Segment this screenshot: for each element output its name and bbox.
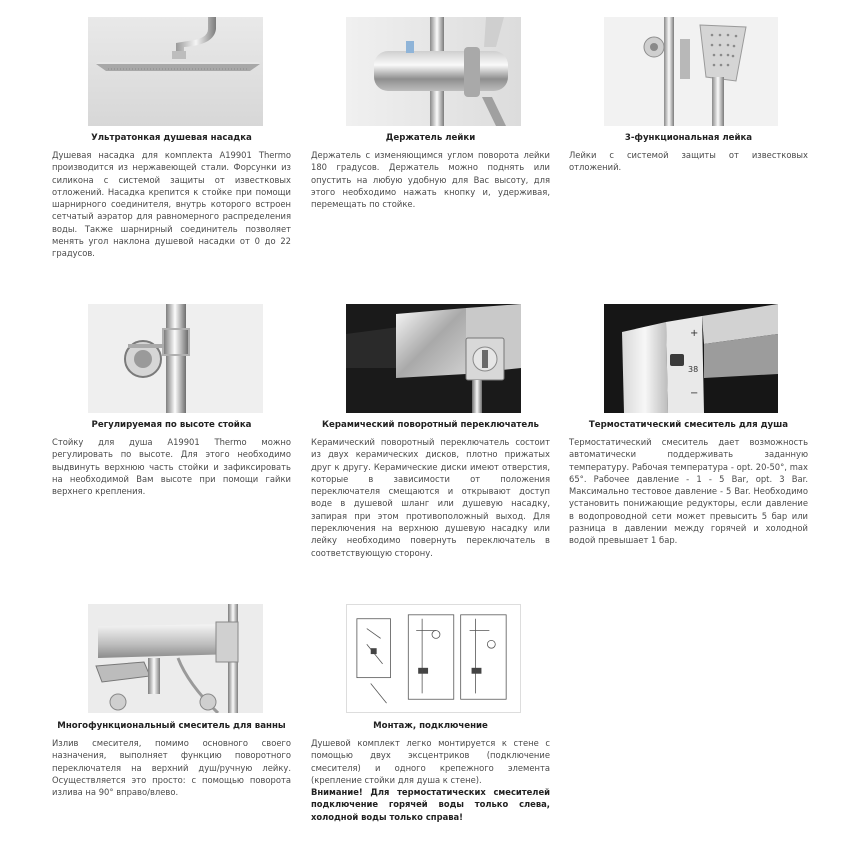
card-title: Керамический поворотный переключатель: [322, 420, 539, 430]
hand-shower-photo: [604, 17, 778, 126]
dial-number-mark: 38: [688, 365, 699, 374]
card-title: 3-функциональная лейка: [624, 133, 753, 143]
card-description: Держатель с изменяющимся углом поворота лейки 180 градусов. Держатель можно поднять или опустить на любую удобную для Вас высоту, для этого необходимо нажать кнопку и, удерживая, перемещать по стойке.: [311, 150, 550, 210]
card-description: Стойку для душа A19901 Thermo можно регулировать по высоте. Для этого необходимо выдвинуть верхнюю часть стойки и зафиксировать на необходимой Вам высоте при помощи гайки верхнего крепления.: [52, 437, 291, 497]
card-description: [311, 737, 550, 823]
card-description: Термостатический смеситель дает возможность автоматически поддерживать заданную температуру. Рабочая температура - opt. 20-50°, max 65°. Рабочее давление - 1 - 5 Bar, opt. 3 Bar. Максимально тестовое давление - 5 Bar. Необходимо установить понижающие редукторы, если давление в водопроводной сети может превысить 5 бар или разница в давлении между горячей и холодной водой превышает 1 бар.: [569, 437, 808, 546]
bath-mixer-photo: [88, 604, 263, 713]
card-title: Монтаж, подключение: [373, 721, 488, 731]
thermostat-photo: [604, 304, 778, 413]
shower-head-photo: [88, 17, 263, 126]
holder-photo: [346, 17, 521, 126]
switch-photo: [346, 304, 521, 413]
card-description: Душевая насадка для комплекта A19901 Thermo производится из нержавеющей стали. Форсунки из силикона с системой защиты от известковых отложений. Насадка крепится к стойке при помощи шарнирного соединителя, внутрь которого встроен сетчатый аэратор для равномерного распределения воды. Также шарнирный соединитель позволяет менять угол наклона душевой насадки от 0 до 22 градусов.: [52, 150, 291, 259]
installation-warning: Внимание! Для термостатических смесителей подключение горячей воды только слева, холодной воды только справа!: [311, 787, 550, 822]
dial-minus-mark: −: [690, 388, 699, 399]
installation-diagram: [346, 604, 521, 713]
installation-text: Душевой комплект легко монтируется к стене с помощью двух эксцентриков (подключение смесителя) и одного крепежного элемента (крепление стойки для душа к стене).: [311, 738, 550, 785]
card-title: Регулируемая по высоте стойка: [91, 420, 252, 430]
card-description: Излив смесителя, помимо основного своего назначения, выполняет функцию поворотного переключателя на верхний душ/ручную лейку. Осуществляется это просто: с помощью поворота излива на 90° вправо/влево.: [52, 738, 291, 798]
card-description: Лейки с системой защиты от известковых отложений.: [569, 150, 808, 173]
card-title: Термостатический смеситель для душа: [588, 420, 789, 430]
dial-plus-mark: +: [690, 328, 699, 339]
card-description: Керамический поворотный переключатель состоит из двух керамических дисков, плотно прижатых друг к другу. Керамические диски имеют отверстия, которые в зависимости от положения переключателя смещаются и открывают доступ воде в душевой шланг или душевую насадку, запирая при этом противоположный выход. Для переключения на верхнюю душевую насадку или лейку необходимо повернуть переключатель в соответствующую сторону.: [311, 437, 550, 558]
card-title: Держатель лейки: [385, 133, 476, 143]
card-title: Многофункциональный смеситель для ванны: [57, 721, 286, 731]
riser-photo: [88, 304, 263, 413]
card-title: Ультратонкая душевая насадка: [91, 133, 252, 143]
